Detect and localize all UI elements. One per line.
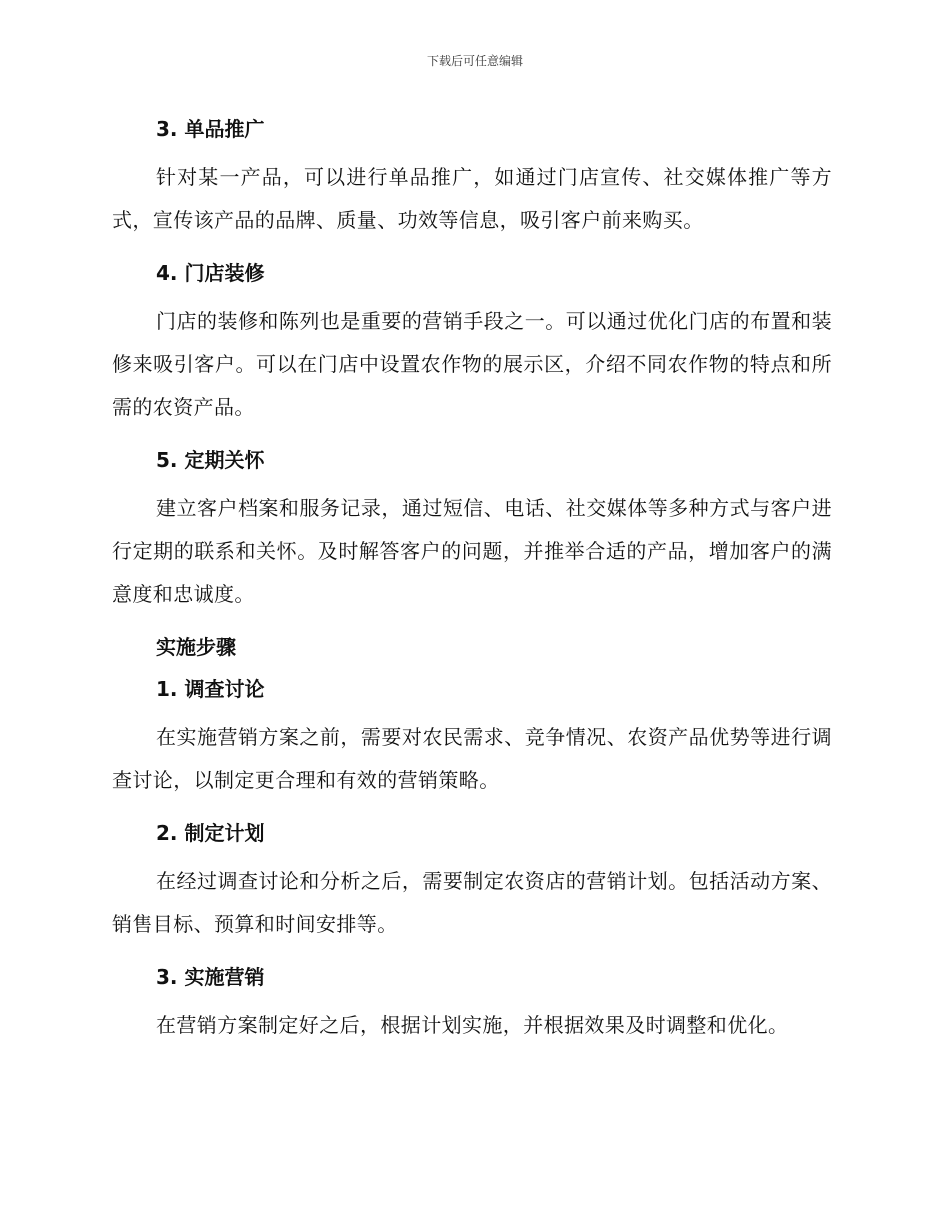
page-header-note: 下载后可任意编辑 bbox=[426, 54, 523, 68]
paragraph-store-decoration: 门店的装修和陈列也是重要的营销手段之一。可以通过优化门店的布置和装修来吸引客户。可以在门店中设置农作物的展示区，介绍不同农作物的特点和所需的农资产品。 bbox=[112, 309, 832, 419]
section-heading-implementation-steps: 实施步骤 bbox=[156, 635, 236, 659]
section-heading-regular-care: 5. 定期关怀 bbox=[156, 448, 265, 472]
paragraph-single-product-promotion: 针对某一产品，可以进行单品推广，如通过门店宣传、社交媒体推广等方式，宣传该产品的品牌、质量、功效等信息，吸引客户前来购买。 bbox=[112, 165, 832, 232]
section-heading-survey-discussion: 1. 调查讨论 bbox=[156, 677, 265, 701]
section-heading-implement-marketing: 3. 实施营销 bbox=[156, 965, 265, 989]
paragraph-survey-discussion: 在实施营销方案之前，需要对农民需求、竞争情况、农资产品优势等进行调查讨论，以制定更合理和有效的营销策略。 bbox=[112, 725, 832, 792]
section-heading-single-product-promotion: 3. 单品推广 bbox=[156, 117, 265, 141]
paragraph-make-plan: 在经过调查讨论和分析之后，需要制定农资店的营销计划。包括活动方案、销售目标、预算和时间安排等。 bbox=[112, 869, 832, 936]
paragraph-regular-care: 建立客户档案和服务记录，通过短信、电话、社交媒体等多种方式与客户进行定期的联系和关怀。及时解答客户的问题，并推举合适的产品，增加客户的满意度和忠诚度。 bbox=[112, 496, 832, 606]
section-heading-store-decoration: 4. 门店装修 bbox=[156, 261, 265, 285]
document-body bbox=[112, 108, 832, 1057]
paragraph-implement-marketing: 在营销方案制定好之后，根据计划实施，并根据效果及时调整和优化。 bbox=[156, 1013, 789, 1037]
section-heading-make-plan: 2. 制定计划 bbox=[156, 821, 265, 845]
